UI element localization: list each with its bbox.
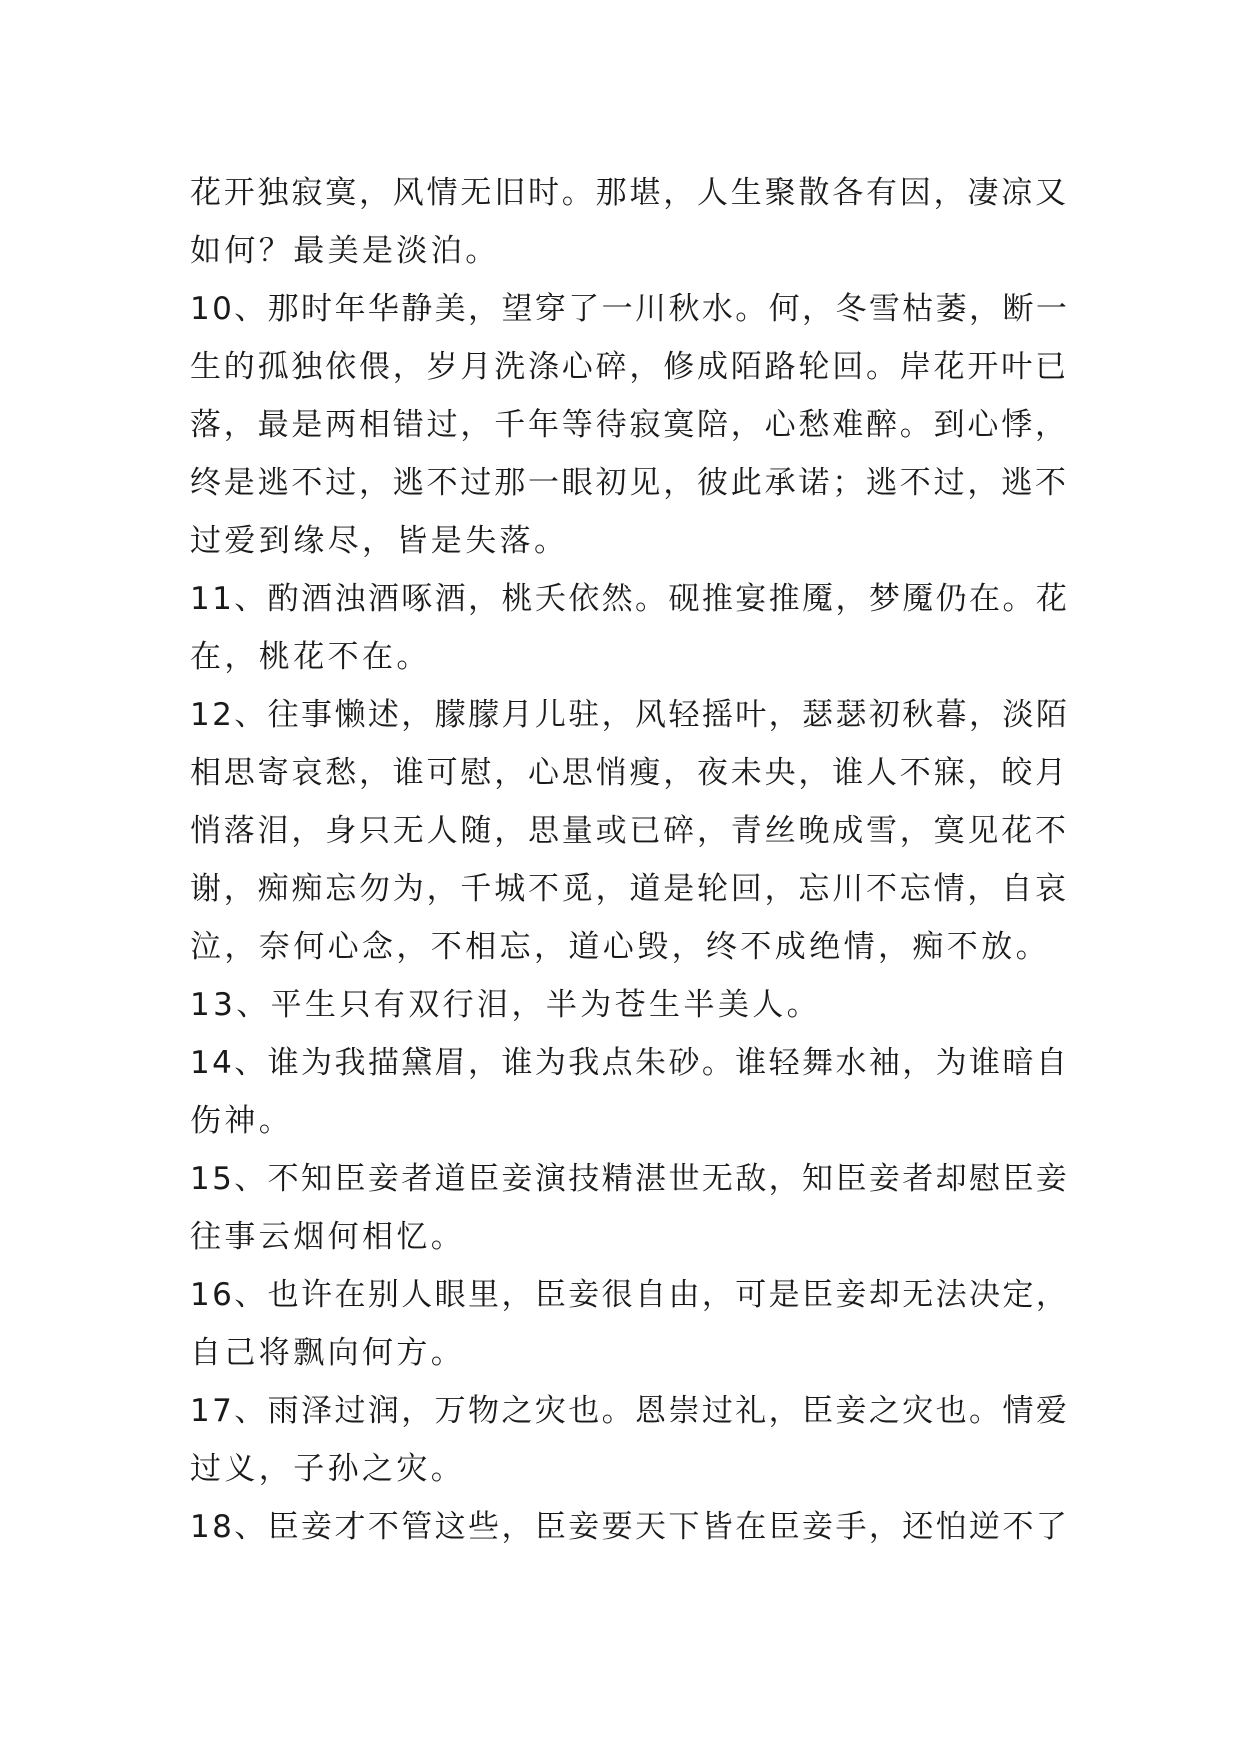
text-line: 14、谁为我描黛眉，谁为我点朱砂。谁轻舞水袖，为谁暗自: [190, 1045, 1070, 1081]
text-line: 悄落泪，身只无人随，思量或已碎，青丝晚成雪，寞见花不: [190, 813, 1069, 849]
text-line: 自己将飘向何方。: [190, 1335, 466, 1371]
text-line: 15、不知臣妾者道臣妾演技精湛世无敌，知臣妾者却慰臣妾: [190, 1161, 1070, 1197]
text-line: 10、那时年华静美，望穿了一川秋水。何，冬雪枯萎，断一: [190, 291, 1070, 327]
text-line: 17、雨泽过润，万物之灾也。恩崇过礼，臣妾之灾也。情爱: [190, 1393, 1070, 1429]
text-line: 12、往事懒述，朦朦月儿驻，风轻摇叶，瑟瑟初秋暮，淡陌: [190, 697, 1070, 733]
text-line: 往事云烟何相忆。: [190, 1219, 466, 1255]
text-line: 如何？最美是淡泊。: [190, 233, 500, 269]
text-line: 伤神。: [190, 1103, 294, 1139]
document-body: [190, 164, 1070, 1556]
text-line: 13、平生只有双行泪，半为苍生半美人。: [190, 987, 822, 1023]
text-line: 谢，痴痴忘勿为，千城不觅，道是轮回，忘川不忘情，自哀: [190, 871, 1069, 907]
text-line: 花开独寂寞，风情无旧时。那堪，人生聚散各有因，凄凉又: [190, 175, 1069, 211]
text-line: 过爱到缘尽，皆是失落。: [190, 523, 569, 559]
text-line: 过义，子孙之灾。: [190, 1451, 466, 1487]
text-line: 相思寄哀愁，谁可慰，心思悄瘦，夜未央，谁人不寐，皎月: [190, 755, 1069, 791]
text-line: 泣，奈何心念，不相忘，道心毁，终不成绝情，痴不放。: [190, 929, 1050, 965]
text-line: 在，桃花不在。: [190, 639, 431, 675]
text-line: 18、臣妾才不管这些，臣妾要天下皆在臣妾手，还怕逆不了: [190, 1509, 1070, 1545]
text-line: 终是逃不过，逃不过那一眼初见，彼此承诺；逃不过，逃不: [190, 465, 1069, 501]
text-line: 生的孤独依偎，岁月洗涤心碎，修成陌路轮回。岸花开叶已: [190, 349, 1069, 385]
text-line: 落，最是两相错过，千年等待寂寞陪，心愁难醉。到心悸，: [190, 407, 1069, 443]
text-line: 11、酌酒浊酒啄酒，桃夭依然。砚推宴推魇，梦魇仍在。花: [190, 581, 1070, 617]
text-line: 16、也许在别人眼里，臣妾很自由，可是臣妾却无法决定，: [190, 1277, 1070, 1313]
